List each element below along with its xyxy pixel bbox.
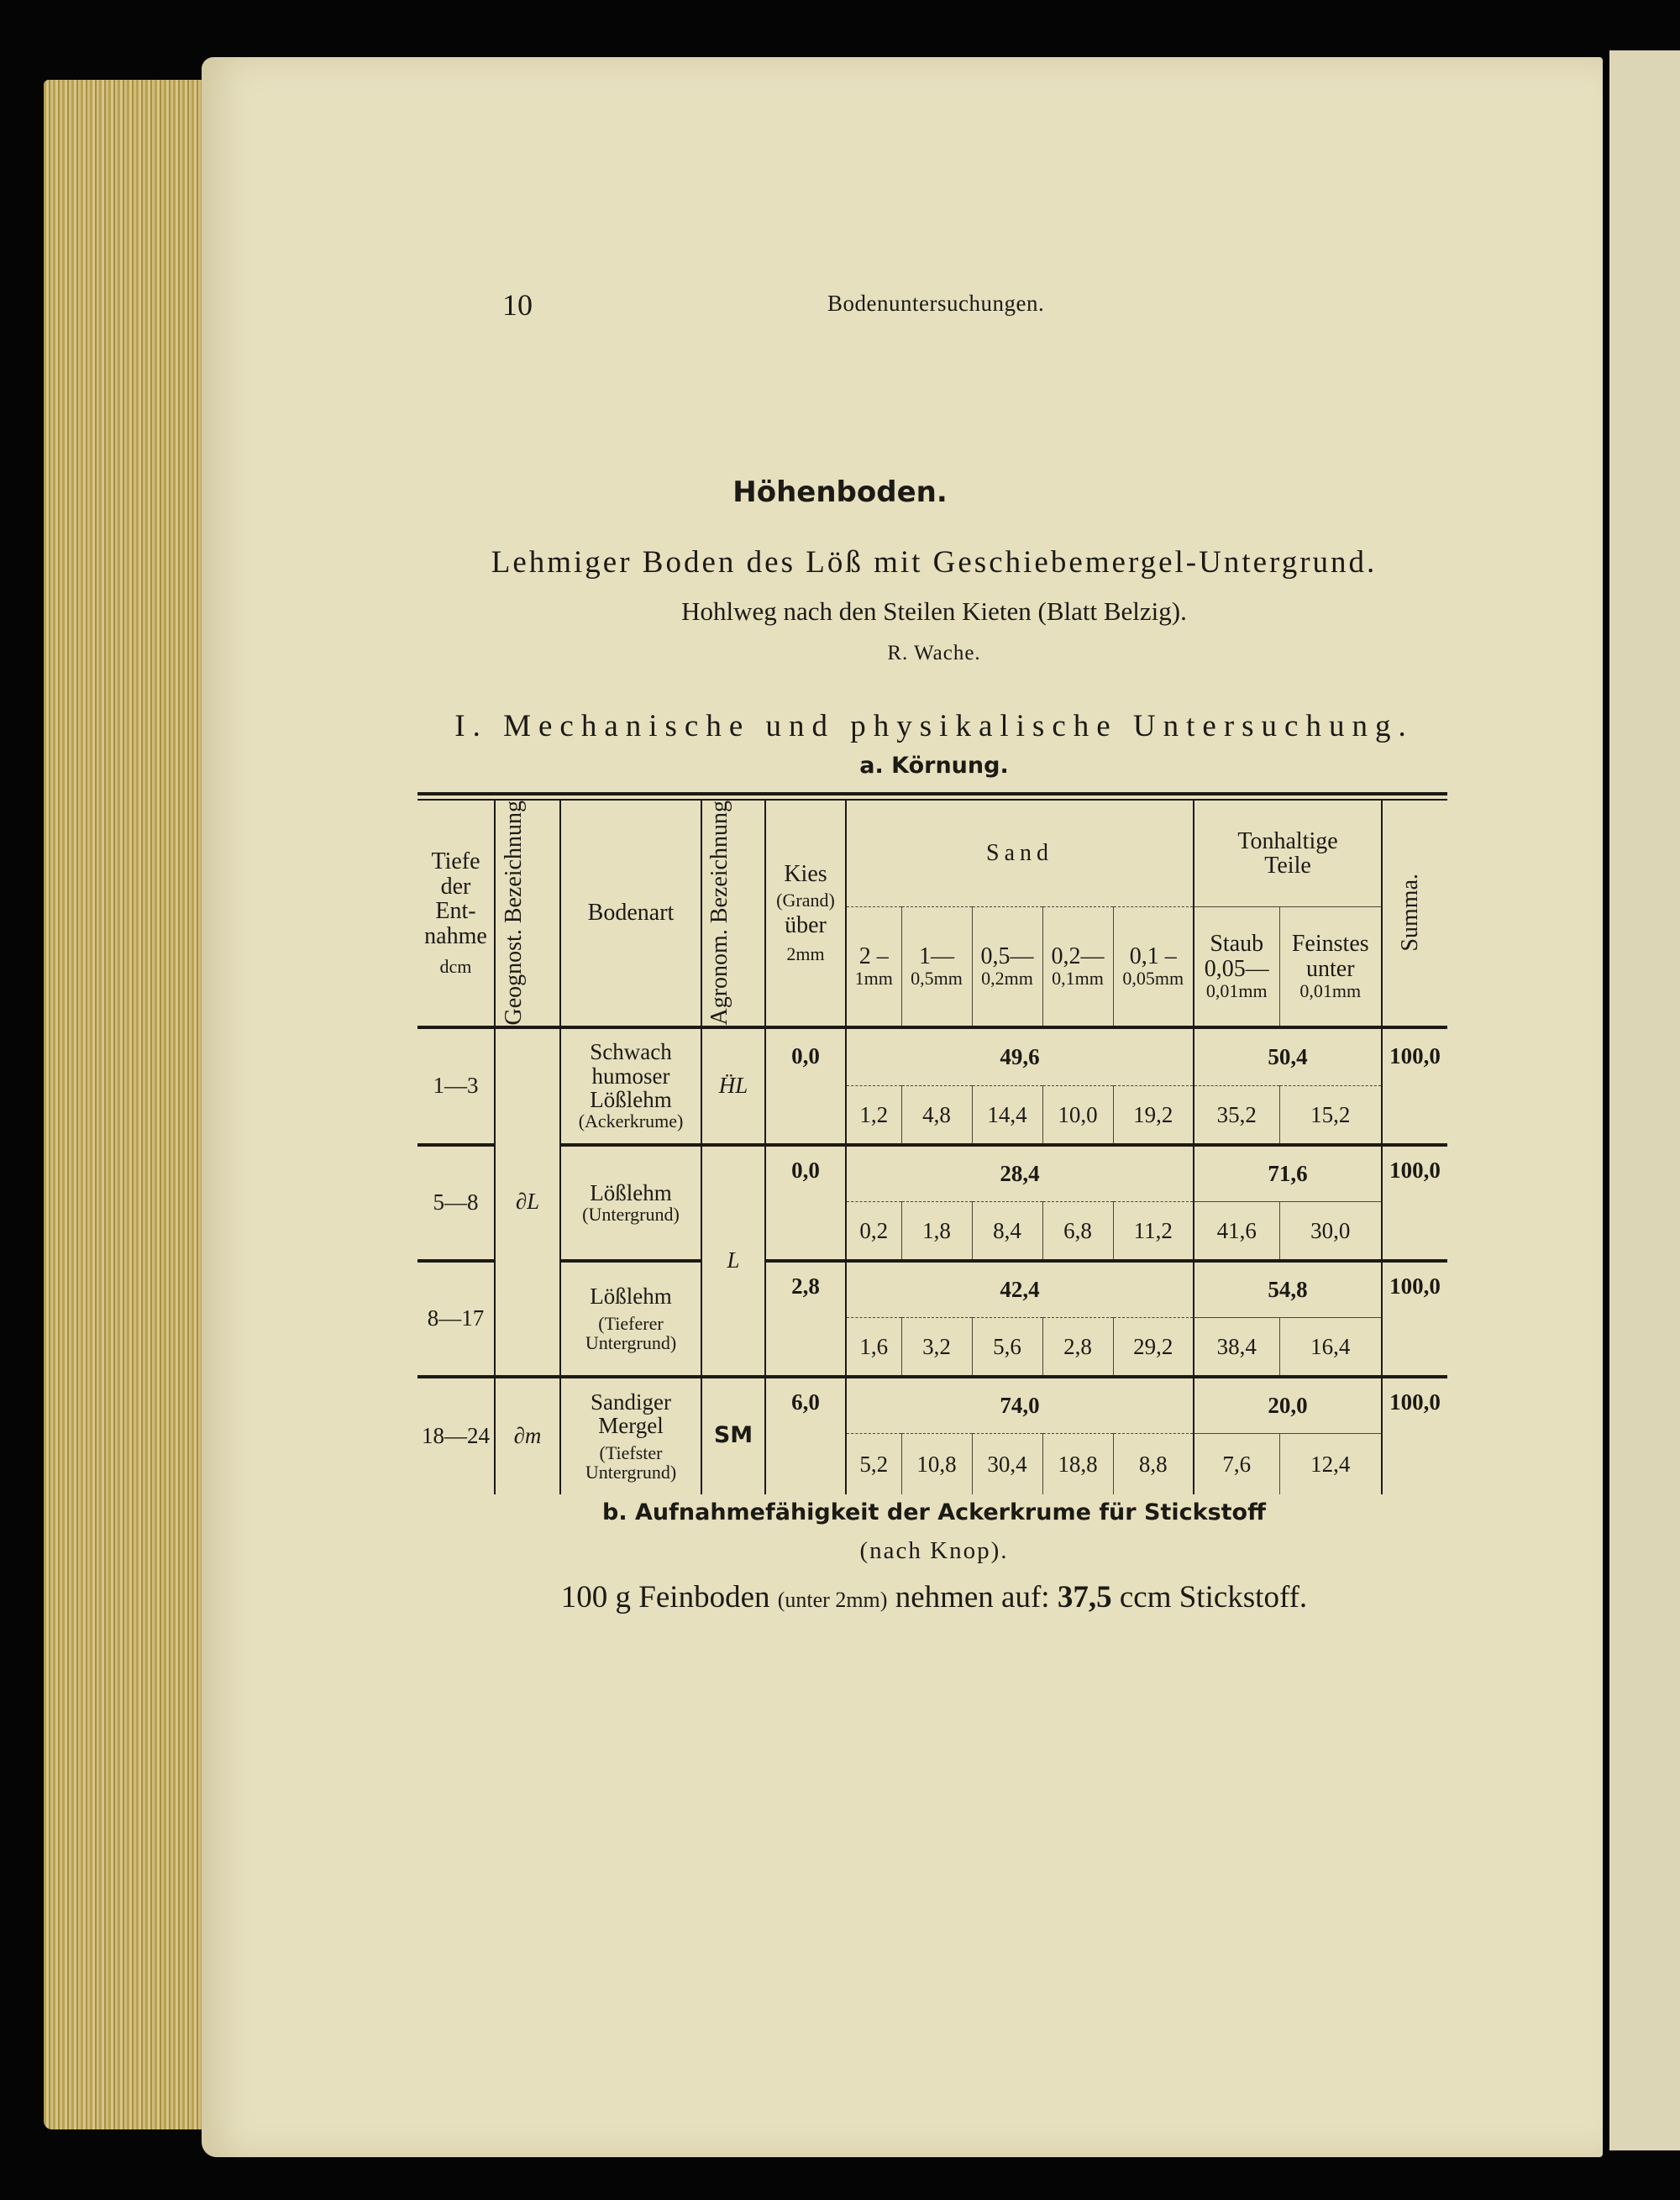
sand-value: 2,8 [1042, 1318, 1113, 1377]
row-summa: 100,0 [1389, 1042, 1441, 1068]
sand-fraction-3: 0,5— 0,2mm [972, 906, 1042, 1026]
ton-value: 16,4 [1279, 1318, 1382, 1377]
sand-value: 1,6 [846, 1318, 901, 1377]
row-kies: 2,8 [765, 1261, 846, 1377]
row-kies: 6,0 [765, 1377, 846, 1494]
row-geognost: ∂m [495, 1377, 560, 1494]
sand-fraction-4: 0,2— 0,1mm [1042, 906, 1113, 1026]
table-row [417, 1145, 1447, 1202]
col-header-geognost: Geognost. Bezeichnung [495, 800, 560, 1027]
running-head: Bodenuntersuchungen. [827, 291, 1045, 316]
row-bodenart: Schwach humoser Lößlehm (Ackerkrume) [560, 1027, 701, 1145]
sand-value: 5,2 [846, 1434, 901, 1494]
sand-fraction-2: 1— 0,5mm [901, 906, 972, 1026]
ton-value: 38,4 [1194, 1318, 1279, 1377]
col-header-sand: Sand [846, 800, 1194, 906]
nitrogen-result: 100 g Feinboden (unter 2mm) nehmen auf: 37,5 ccm Stickstoff. [560, 1580, 1308, 1615]
row-ton-total: 71,6 [1194, 1145, 1382, 1202]
row-tiefe: 1—3 [417, 1027, 495, 1145]
row-tiefe: 18—24 [417, 1377, 495, 1494]
row-sand-total: 49,6 [846, 1027, 1194, 1086]
grain-size-table [417, 792, 1447, 1494]
soil-subtitle: Lehmiger Boden des Löß mit Geschiebemergel-Untergrund. [491, 545, 1378, 580]
col-header-agronom: Agronom. Bezeichnung [701, 800, 765, 1027]
sand-value: 11,2 [1113, 1202, 1194, 1261]
sand-value: 29,2 [1113, 1318, 1194, 1377]
sand-fraction-1: 2 – 1mm [846, 906, 901, 1026]
sand-value: 18,8 [1042, 1434, 1113, 1494]
subsection-a-heading: a. Körnung. [859, 753, 1009, 779]
ton-value: 7,6 [1194, 1434, 1279, 1494]
ton-value: 15,2 [1279, 1086, 1382, 1145]
ton-value: 35,2 [1194, 1086, 1279, 1145]
location-line: Hohlweg nach den Steilen Kieten (Blatt Belzig). [681, 596, 1187, 626]
sand-value: 10,0 [1042, 1086, 1113, 1145]
row-ton-total: 20,0 [1194, 1377, 1382, 1434]
subsection-b-heading: b. Aufnahmefähigkeit der Ackerkrume für Stickstoff [602, 1499, 1266, 1525]
sand-value: 14,4 [972, 1086, 1042, 1145]
sand-value: 3,2 [901, 1318, 972, 1377]
ton-value: 12,4 [1279, 1434, 1382, 1494]
author-line: R. Wache. [887, 642, 981, 664]
row-geognost: ∂L [495, 1027, 560, 1377]
sand-fraction-5: 0,1 – 0,05mm [1113, 906, 1194, 1026]
row-agronom: ḦL [701, 1027, 765, 1145]
row-bodenart: Lößlehm (Untergrund) [560, 1145, 701, 1261]
col-header-kies: Kies (Grand) über 2mm [765, 800, 846, 1027]
sand-value: 8,4 [972, 1202, 1042, 1261]
sand-value: 4,8 [901, 1086, 972, 1145]
ton-value: 41,6 [1194, 1202, 1279, 1261]
col-header-ton: Tonhaltige Teile [1194, 800, 1382, 906]
facing-page-edge [1609, 50, 1680, 2150]
col-header-summa: Summa. [1396, 874, 1423, 953]
row-sand-total: 28,4 [846, 1145, 1194, 1202]
col-header-bodenart: Bodenart [560, 800, 701, 1027]
table-row [417, 1377, 1447, 1434]
row-sand-total: 42,4 [846, 1261, 1194, 1318]
table-row [417, 1027, 1447, 1086]
row-summa: 100,0 [1389, 1157, 1441, 1183]
row-kies: 0,0 [765, 1027, 846, 1145]
row-summa: 100,0 [1389, 1273, 1441, 1299]
sand-value: 1,8 [901, 1202, 972, 1261]
ton-fraction-feinstes: Feinstes unter 0,01mm [1279, 906, 1382, 1026]
row-sand-total: 74,0 [846, 1377, 1194, 1434]
col-header-tiefe: Tiefe der Ent- nahme dcm [417, 800, 495, 1027]
sand-value: 8,8 [1113, 1434, 1194, 1494]
sand-value: 19,2 [1113, 1086, 1194, 1145]
row-ton-total: 54,8 [1194, 1261, 1382, 1318]
row-agronom: SM [701, 1377, 765, 1494]
section-heading: I. Mechanische und physikalische Untersuchung. [454, 709, 1414, 743]
page-number: 10 [502, 288, 533, 322]
row-bodenart: Lößlehm (Tieferer Untergrund) [560, 1261, 701, 1377]
sand-value: 0,2 [846, 1202, 901, 1261]
row-bodenart: Sandiger Mergel (Tiefster Untergrund) [560, 1377, 701, 1494]
sand-value: 6,8 [1042, 1202, 1113, 1261]
row-ton-total: 50,4 [1194, 1027, 1382, 1086]
ton-value: 30,0 [1279, 1202, 1382, 1261]
row-tiefe: 5—8 [417, 1145, 495, 1261]
row-agronom: L [701, 1145, 765, 1377]
row-tiefe: 8—17 [417, 1261, 495, 1377]
sand-value: 30,4 [972, 1434, 1042, 1494]
page-title: Höhenboden. [732, 475, 948, 509]
sand-value: 10,8 [901, 1434, 972, 1494]
ton-fraction-staub: Staub 0,05— 0,01mm [1194, 906, 1279, 1026]
table-row [417, 1261, 1447, 1318]
row-kies: 0,0 [765, 1145, 846, 1261]
sand-value: 5,6 [972, 1318, 1042, 1377]
sand-value: 1,2 [846, 1086, 901, 1145]
method-note: (nach Knop). [859, 1537, 1009, 1564]
row-summa: 100,0 [1389, 1389, 1441, 1415]
